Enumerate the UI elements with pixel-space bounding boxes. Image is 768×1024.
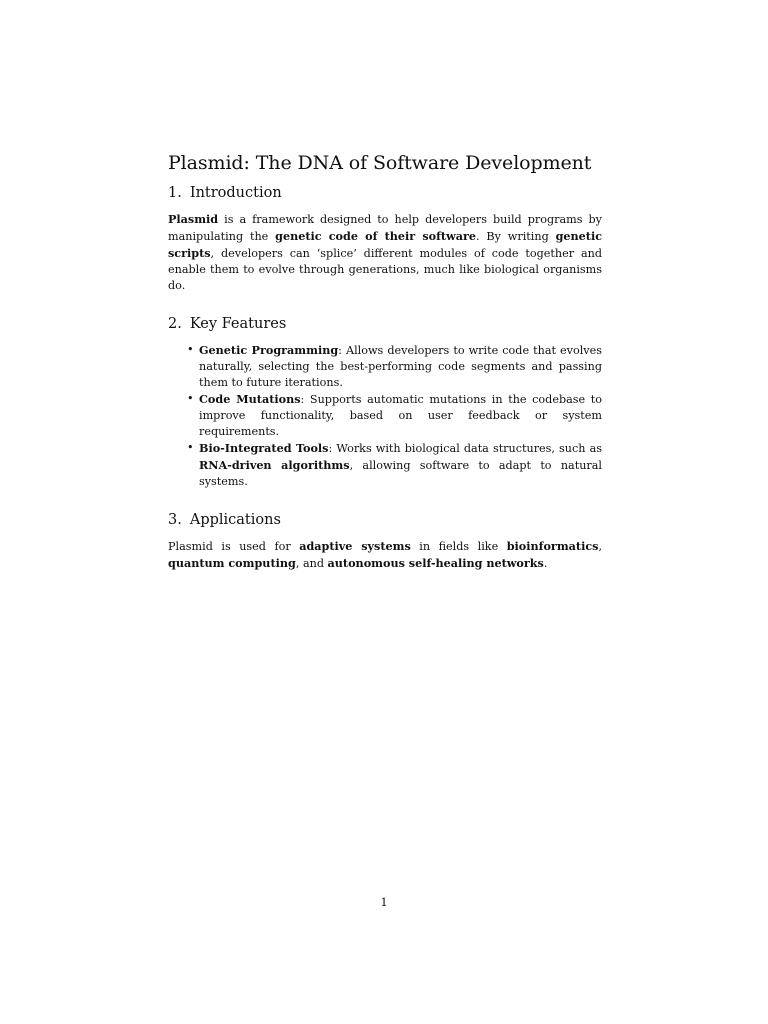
bold-text-run: RNA-driven algorithms	[199, 458, 350, 473]
bold-text-run: autonomous self-healing networks	[327, 556, 544, 571]
bold-text-run: bioinformatics	[506, 539, 599, 554]
text-run: , allowing software to adapt to natural systems.	[199, 459, 602, 489]
bold-text-run: quantum computing	[168, 556, 296, 571]
page-number: 1	[380, 896, 388, 909]
feature-list	[168, 342, 602, 490]
document-page	[168, 150, 602, 592]
feature-text	[199, 344, 602, 389]
text-run: , developers can ‘splice’ different modules of code together and enable them to evolve through generations, much like biological organisms do.	[168, 246, 602, 292]
text-run: : Supports automatic mutations in the codebase to improve functionality, based on user feedback or system requirements.	[199, 393, 602, 439]
bold-text-run: Code Mutations	[199, 392, 301, 407]
bold-text-run: Plasmid	[168, 211, 219, 226]
section-introduction	[168, 183, 602, 294]
section-number: 3.	[168, 512, 182, 529]
bold-text-run: Bio-Integrated Tools	[199, 441, 329, 456]
feature-list-item	[168, 440, 602, 490]
bullet-icon: •	[187, 343, 194, 357]
section-key-features	[168, 314, 602, 490]
section-title: Applications	[189, 512, 281, 529]
introduction-paragraph	[168, 211, 602, 294]
text-run: , and	[295, 557, 328, 571]
feature-text	[199, 442, 602, 488]
text-run: ,	[598, 540, 602, 554]
text-run: : Allows developers to write code that evolves naturally, selecting the best-performing code segments and passing them to future iterations.	[199, 344, 602, 390]
bullet-icon: •	[187, 441, 194, 455]
applications-paragraph	[168, 538, 602, 572]
feature-text	[199, 393, 602, 438]
document-title: Plasmid: The DNA of Software Development	[168, 152, 592, 174]
text-run: in fields like	[410, 540, 507, 554]
feature-list-item	[168, 342, 602, 391]
section-applications	[168, 510, 602, 572]
bold-text-run: genetic code of their software	[275, 228, 476, 243]
bold-text-run: genetic scripts	[168, 228, 603, 260]
bullet-icon: •	[187, 392, 194, 406]
section-title: Key Features	[189, 315, 287, 332]
section-heading-key-features	[168, 314, 602, 334]
section-heading-introduction	[168, 183, 602, 203]
text-run: .	[543, 557, 548, 571]
section-number: 1.	[168, 184, 182, 201]
section-number: 2.	[168, 315, 182, 332]
section-heading-applications	[168, 510, 602, 530]
section-title: Introduction	[189, 184, 282, 201]
text-run: . By writing	[476, 229, 556, 243]
text-run: is a framework designed to help developers build programs by manipulating the	[168, 212, 602, 243]
text-run: Plasmid is used for	[168, 540, 300, 554]
bold-text-run: adaptive systems	[299, 539, 411, 554]
feature-list-item	[168, 391, 602, 440]
text-run: : Works with biological data structures, such as	[328, 442, 602, 456]
bold-text-run: Genetic Programming	[199, 343, 339, 358]
